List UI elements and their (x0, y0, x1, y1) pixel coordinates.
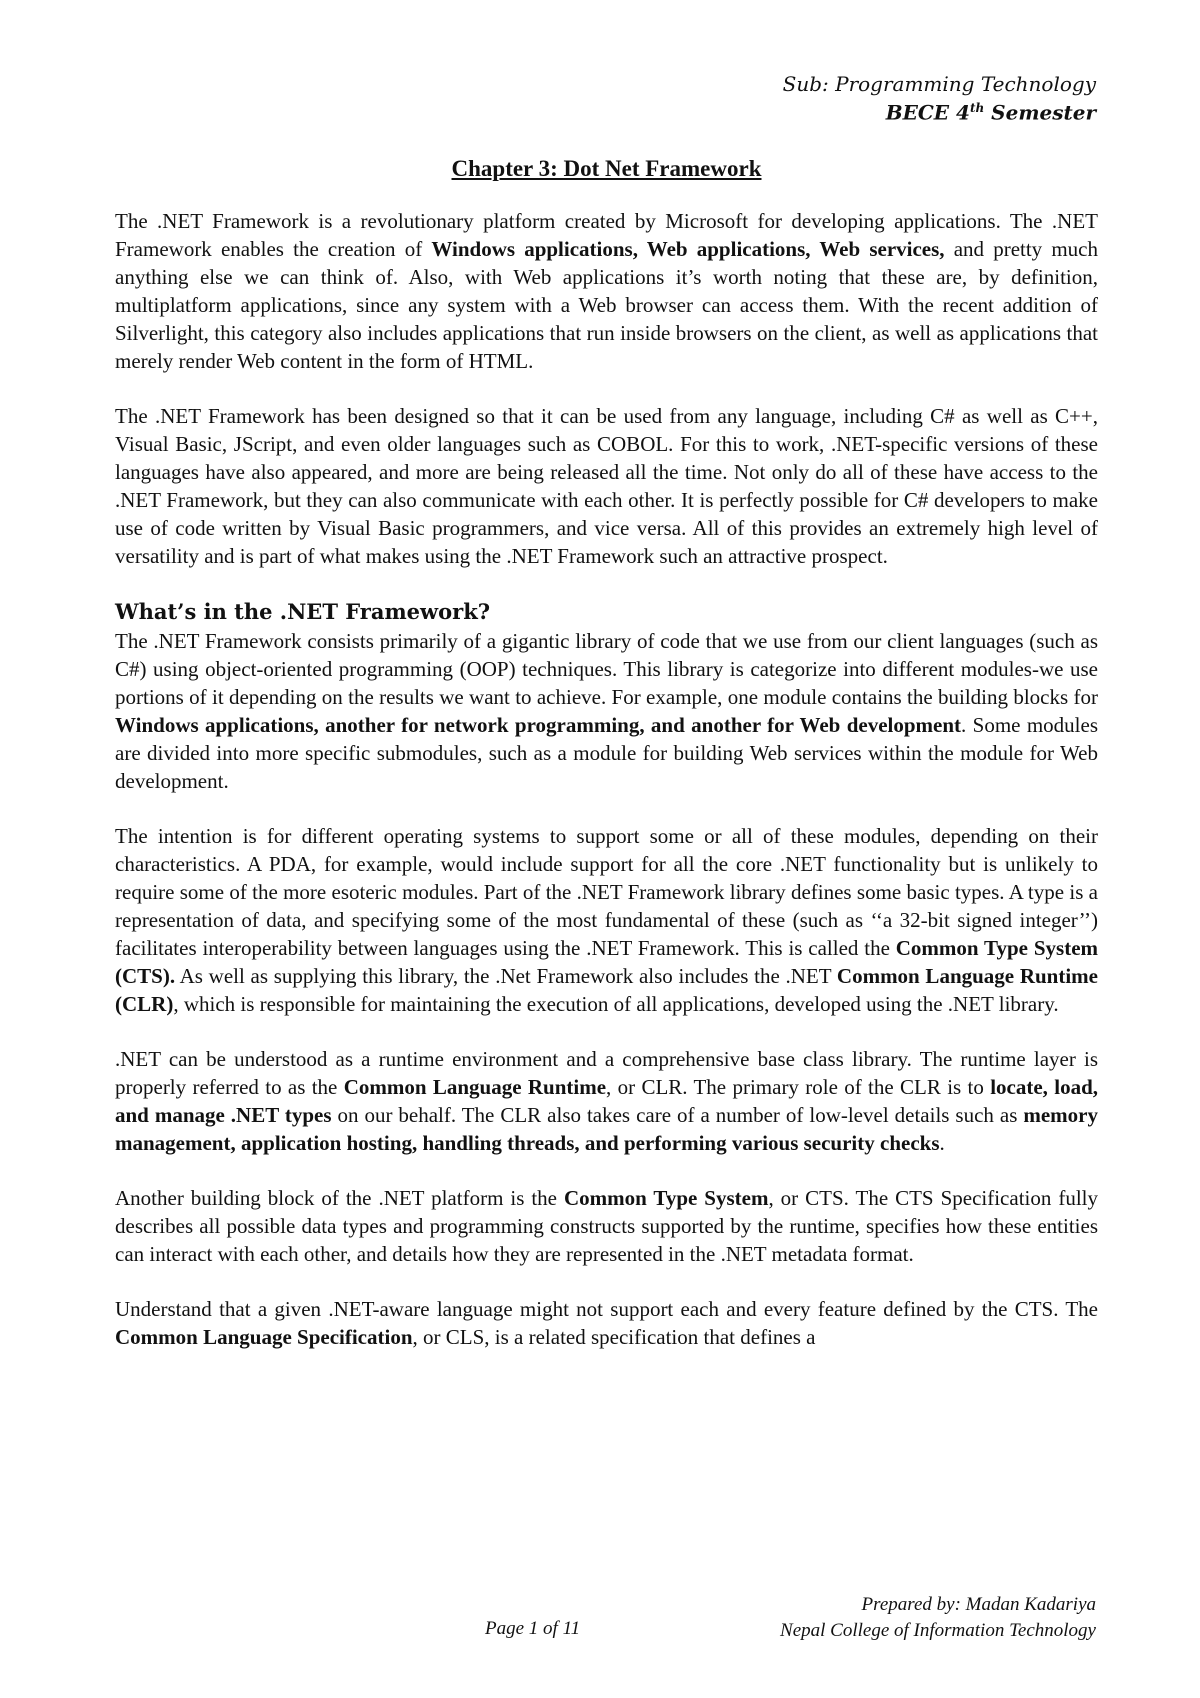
text-run: , or CTS. The CTS Specification fully describes all possible data types and programming constructs supported by the runtime, specifies how these entities can interact with each other, and details how they are represented in the .NET metadata format. (115, 1186, 1098, 1266)
bold-run: locate, load, and manage .NET types (115, 1075, 1099, 1127)
text-run: , or CLS, is a related specification that defines a (412, 1325, 816, 1349)
bold-run: Common Type System (563, 1186, 769, 1210)
bold-run: Common Language Specification (115, 1325, 413, 1349)
text-run: . Some modules are divided into more specific submodules, such as a module for building Web services within the module for Web development. (115, 713, 1098, 793)
semester-suffix: Semester (984, 100, 1096, 125)
subject-line: Sub: Programming Technology (782, 72, 1096, 96)
bold-run: Common Language Runtime (CLR) (115, 964, 1098, 1016)
paragraph-cts-clr (115, 822, 1098, 1018)
college-name: Nepal College of Information Technology (780, 1620, 1096, 1641)
semester-sup: th (969, 101, 985, 115)
text-run: Another building block of the .NET platform is the (115, 1186, 564, 1210)
bold-run: Common Language Runtime (343, 1075, 607, 1099)
paragraph-library (115, 627, 1098, 795)
paragraph-cls (115, 1295, 1098, 1351)
bold-run: memory management, application hosting, handling threads, and performing various security checks (115, 1103, 1098, 1155)
text-run: .NET can be understood as a runtime environment and a comprehensive base class library. The runtime layer is properly referred to as the (115, 1047, 1098, 1099)
page-header (783, 72, 1096, 125)
text-run: . (939, 1131, 945, 1155)
text-run: and pretty much anything else we can think of. Also, with Web applications it’s worth noting that these are, by definition, multiplatform applications, since any system with a Web browser can access them. With the recent addition of Silverlight, this category also includes applications that run inside browsers on the client, as well as applications that merely render Web content in the form of HTML. (115, 237, 1098, 373)
bold-run: Common Type System (CTS). (115, 936, 1099, 988)
text-run: As well as supplying this library, the .Net Framework also includes the .NET (175, 964, 837, 988)
text-run: , or CLR. The primary role of the CLR is to (606, 1075, 991, 1099)
section-heading: What’s in the .NET Framework? (115, 599, 491, 624)
text-run: , which is responsible for maintaining the execution of all applications, developed using the .NET library. (173, 992, 1059, 1016)
prepared-by: Prepared by: Madan Kadariya (861, 1594, 1096, 1615)
paragraph-languages: The .NET Framework has been designed so that it can be used from any language, including C# as well as C++, Visual Basic, JScript, and even older languages such as COBOL. For this to work, .NET-specific versions of these languages have also appeared, and more are being released all the time. Not only do all of these have access to the .NET Framework, but they can also communicate with each other. It is perfectly possible for C# developers to make use of code written by Visual Basic programmers, and vice versa. All of this provides an extremely high level of versatility and is part of what makes using the .NET Framework such an attractive prospect. (115, 404, 1098, 568)
text-run: The .NET Framework consists primarily of a gigantic library of code that we use from our client languages (such as C#) using object-oriented programming (OOP) techniques. This library is categorize into different modules-we use portions of it depending on the results we want to achieve. For example, one module contains the building blocks for (115, 629, 1098, 709)
document-body (115, 155, 1098, 1351)
semester-line (783, 96, 1096, 125)
paragraph-cts-spec (115, 1184, 1098, 1268)
bold-run: Windows applications, Web applications, Web services, (431, 237, 945, 261)
text-run: The .NET Framework is a revolutionary platform created by Microsoft for developing applications. The .NET Framework enables the creation of (115, 209, 1098, 261)
semester-prefix: BECE 4 (885, 100, 970, 125)
page-number: Page 1 of 11 (485, 1618, 581, 1639)
page-footer (780, 1592, 1096, 1644)
paragraph-runtime (115, 1045, 1098, 1157)
paragraph-intro (115, 207, 1098, 375)
text-run: Understand that a given .NET-aware language might not support each and every feature defined by the CTS. The (115, 1297, 1098, 1321)
text-run: The intention is for different operating systems to support some or all of these modules, depending on their characteristics. A PDA, for example, would include support for all the core .NET functionality but is unlikely to require some of the more esoteric modules. Part of the .NET Framework library defines some basic types. A type is a representation of data, and specifying some of the most fundamental of these (such as ‘‘a 32-bit signed integer’’) facilitates interoperability between languages using the .NET Framework. This is called the (115, 824, 1098, 960)
bold-run: Windows applications, another for network programming, and another for Web development (115, 713, 962, 737)
text-run: on our behalf. The CLR also takes care of a number of low-level details such as (331, 1103, 1024, 1127)
chapter-title: Chapter 3: Dot Net Framework (451, 156, 762, 181)
